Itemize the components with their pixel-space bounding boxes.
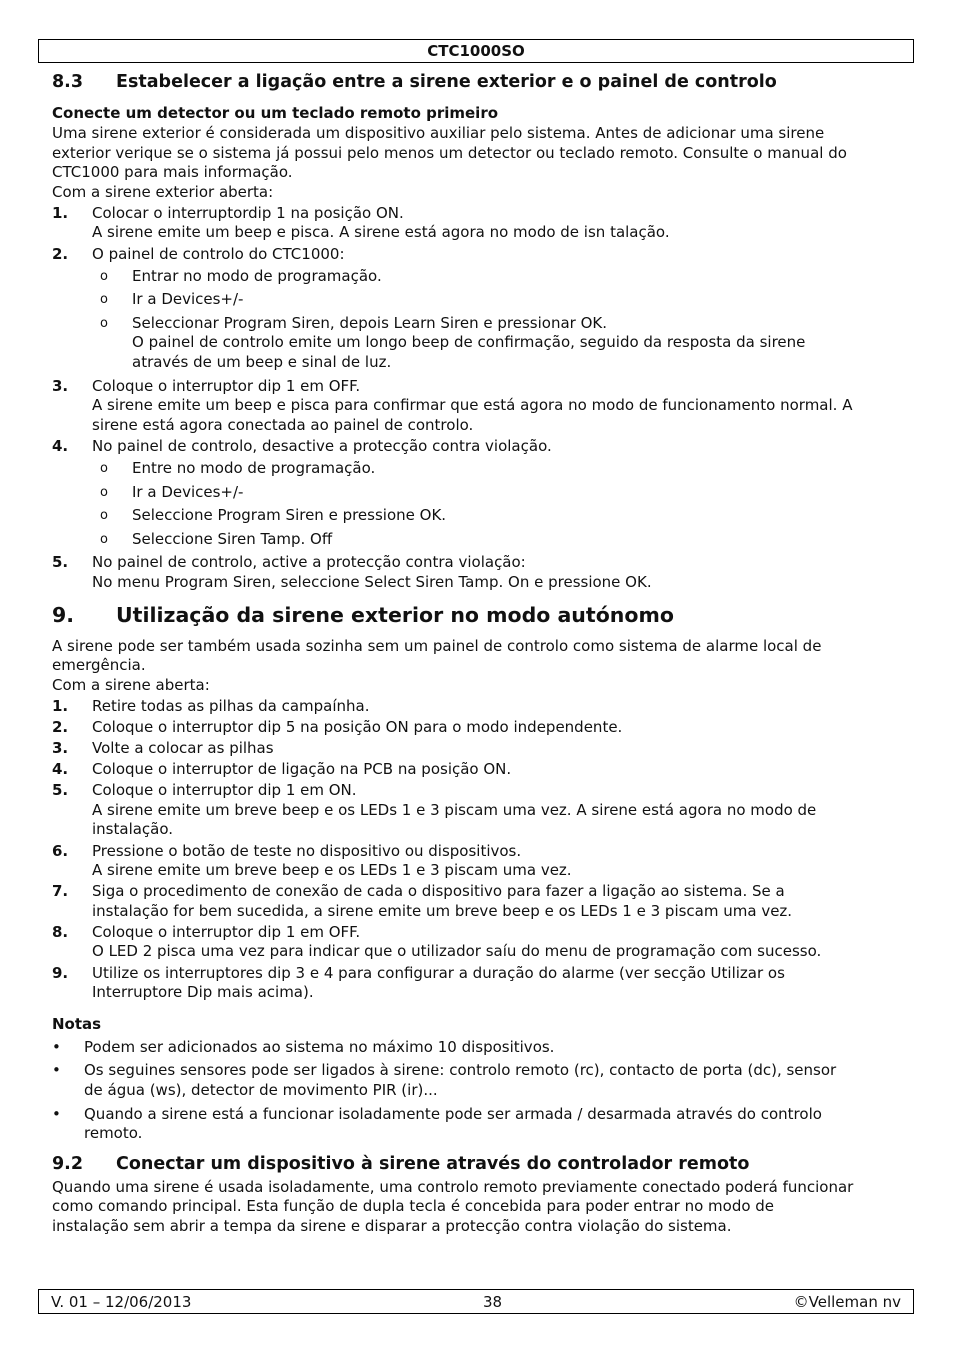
step-number: 6. [52, 841, 69, 860]
note-line: Quando a sirene está a funcionar isoladamente pode ser armada / desarmada através do controlo [84, 1104, 822, 1123]
sub-step-line: Entrar no modo de programação. [132, 266, 382, 285]
step-line: A sirene emite um beep e pisca. A sirene está agora no modo de isn talação. [92, 223, 670, 242]
section-9-heading [52, 603, 908, 627]
sub-step-line: Entre no modo de programação. [132, 459, 376, 477]
page-content [52, 70, 908, 1237]
step-number: 4. [52, 436, 69, 455]
circle-bullet: o [100, 531, 108, 547]
note-line: Os seguines sensores pode ser ligados à sirene: controlo remoto (rc), contacto de porta (dc), sensor [84, 1061, 837, 1080]
paragraph-line: A sirene pode ser também usada sozinha sem um painel de controlo como sistema de alarme local de [52, 636, 822, 655]
step-line: O LED 2 pisca uma vez para indicar que o utilizador saíu do menu de programação com sucesso. [92, 942, 822, 961]
sub-step [52, 483, 908, 503]
step-item [52, 842, 908, 881]
step-line: O painel de controlo do CTC1000: [92, 244, 345, 263]
step-line: Coloque o interruptor dip 1 em ON. [92, 781, 357, 800]
step-item [52, 204, 908, 243]
note-line: de água (ws), detector de movimento PIR (ir)... [84, 1080, 438, 1099]
step-number: 7. [52, 882, 69, 901]
circle-bullet: o [100, 268, 108, 284]
step-item [52, 739, 908, 759]
step-line: No painel de controlo, active a protecção contra violação: [92, 553, 526, 572]
model-title: CTC1000SO [427, 42, 525, 60]
note-line: remoto. [84, 1124, 143, 1143]
step-number: 3. [52, 739, 69, 758]
step-item [52, 882, 908, 921]
step-number: 1. [52, 203, 69, 222]
step-number: 2. [52, 244, 69, 263]
section-title: Conectar um dispositivo à sirene através do controlador remoto [116, 1153, 750, 1174]
step-line: A sirene emite um breve beep e os LEDs 1 e 3 piscam uma vez. A sirene está agora no modo de [92, 800, 817, 819]
circle-bullet: o [100, 484, 108, 500]
step-item [52, 781, 908, 840]
sub-step-line: O painel de controlo emite um longo beep de confirmação, seguido da resposta da sirene [132, 333, 806, 352]
sub-step-line: Seleccione Siren Tamp. Off [132, 529, 333, 548]
step-line: Utilize os interruptores dip 3 e 4 para configurar a duração do alarme (ver secção Utilizar os [92, 963, 785, 982]
section-title: Estabelecer a ligação entre a sirene exterior e o painel de controlo [116, 72, 777, 92]
sub-step [52, 530, 908, 550]
note-item [52, 1105, 908, 1144]
step-item [52, 697, 908, 717]
step-line: instalação. [92, 820, 174, 839]
step-line: Siga o procedimento de conexão de cada o dispositivo para fazer a ligação ao sistema. Se a [92, 882, 785, 901]
step-line: No painel de controlo, desactive a protecção contra violação. [92, 436, 552, 455]
step-line: sirene está agora conectada ao painel de controlo. [92, 415, 474, 434]
paragraph-line: Com a sirene exterior aberta: [52, 182, 274, 201]
paragraph-line: CTC1000 para mais informação. [52, 163, 293, 182]
paragraph-line: Quando uma sirene é usada isoladamente, uma controlo remoto previamente conectado poderá funcionar [52, 1177, 854, 1196]
step-number: 8. [52, 922, 69, 941]
page-header [38, 39, 914, 63]
step-number: 9. [52, 963, 69, 982]
sub-step-line: Ir a Devices+/- [132, 482, 244, 501]
step-number: 5. [52, 553, 69, 572]
paragraph-line: Com a sirene aberta: [52, 675, 210, 694]
step-number: 2. [52, 717, 69, 736]
sub-step-line: Seleccione Program Siren e pressione OK. [132, 506, 447, 525]
step-line: Coloque o interruptor dip 1 em OFF. [92, 376, 361, 395]
sub-step [52, 314, 908, 373]
paragraph-line: Uma sirene exterior é considerada um dispositivo auxiliar pelo sistema. Antes de adicionar uma sirene [52, 124, 825, 142]
step-line: instalação for bem sucedida, a sirene emite um breve beep e os LEDs 1 e 3 piscam uma vez. [92, 901, 793, 920]
section-number: 9. [52, 602, 75, 627]
step-line: Volte a colocar as pilhas [92, 739, 274, 758]
step-line: Coloque o interruptor de ligação na PCB na posição ON. [92, 760, 512, 779]
step-item [52, 377, 908, 436]
step-line: Interruptore Dip mais acima). [92, 983, 314, 1002]
step-number: 3. [52, 376, 69, 395]
step-line: Coloque o interruptor dip 1 em OFF. [92, 922, 361, 941]
step-number: 4. [52, 760, 69, 779]
step-line: Retire todas as pilhas da campaínha. [92, 696, 370, 715]
step-line: Pressione o botão de teste no dispositivo ou dispositivos. [92, 841, 522, 860]
section-number: 8.3 [52, 72, 84, 92]
section-8-3-heading [52, 72, 908, 92]
step-line: Coloque o interruptor dip 5 na posição ON para o modo independente. [92, 717, 623, 736]
version-date: V. 01 – 12/06/2013 [51, 1292, 192, 1311]
paragraph-line: emergência. [52, 656, 146, 675]
step-line: A sirene emite um beep e pisca para confirmar que está agora no modo de funcionamento normal. A [92, 396, 853, 415]
step-item [52, 245, 908, 265]
note-line: Podem ser adicionados ao sistema no máximo 10 dispositivos. [84, 1037, 555, 1056]
bullet-dot: • [52, 1104, 61, 1123]
circle-bullet: o [100, 508, 108, 524]
notes-heading: Notas [52, 1014, 102, 1033]
subheading: Conecte um detector ou um teclado remoto primeiro [52, 104, 499, 122]
page-number: 38 [483, 1292, 503, 1311]
sub-step-line: através de um beep e sinal de luz. [132, 353, 392, 372]
note-item [52, 1061, 908, 1100]
section-9-2-body [52, 1178, 908, 1237]
section-number: 9.2 [52, 1153, 84, 1174]
note-item [52, 1038, 908, 1058]
paragraph-line: como comando principal. Esta função de dupla tecla é concebida para poder entrar no modo de [52, 1197, 775, 1216]
bullet-dot: • [52, 1061, 61, 1080]
circle-bullet: o [100, 315, 108, 331]
step-item [52, 553, 908, 592]
step-item [52, 964, 908, 1003]
step-item [52, 760, 908, 780]
step-item [52, 718, 908, 738]
step-item [52, 437, 908, 457]
sub-step [52, 506, 908, 526]
step-item [52, 923, 908, 962]
sub-step-line: Seleccionar Program Siren, depois Learn Siren e pressionar OK. [132, 313, 607, 332]
step-line: Colocar o interruptordip 1 na posição ON. [92, 203, 404, 222]
sub-step [52, 290, 908, 310]
sub-step [52, 459, 908, 479]
bullet-dot: • [52, 1037, 61, 1056]
step-line: No menu Program Siren, seleccione Select Siren Tamp. On e pressione OK. [92, 572, 652, 591]
section-9-intro [52, 637, 908, 696]
step-number: 1. [52, 696, 69, 715]
section-9-2-heading [52, 1154, 908, 1174]
sub-step [52, 267, 908, 287]
paragraph-line: instalação sem abrir a tempa da sirene e disparar a protecção contra violação do sistema. [52, 1216, 732, 1235]
paragraph-line: exterior verique se o sistema já possui pelo menos um detector ou teclado remoto. Consulte o manual do [52, 143, 847, 162]
sub-step-line: Ir a Devices+/- [132, 290, 244, 309]
circle-bullet: o [100, 292, 108, 308]
step-line: A sirene emite um breve beep e os LEDs 1 e 3 piscam uma vez. [92, 861, 572, 880]
circle-bullet: o [100, 461, 108, 476]
section-8-3-intro [52, 124, 908, 202]
section-title: Utilização da sirene exterior no modo autónomo [116, 602, 674, 627]
page-footer [38, 1289, 914, 1314]
step-number: 5. [52, 781, 69, 800]
copyright: ©Velleman nv [793, 1292, 901, 1311]
